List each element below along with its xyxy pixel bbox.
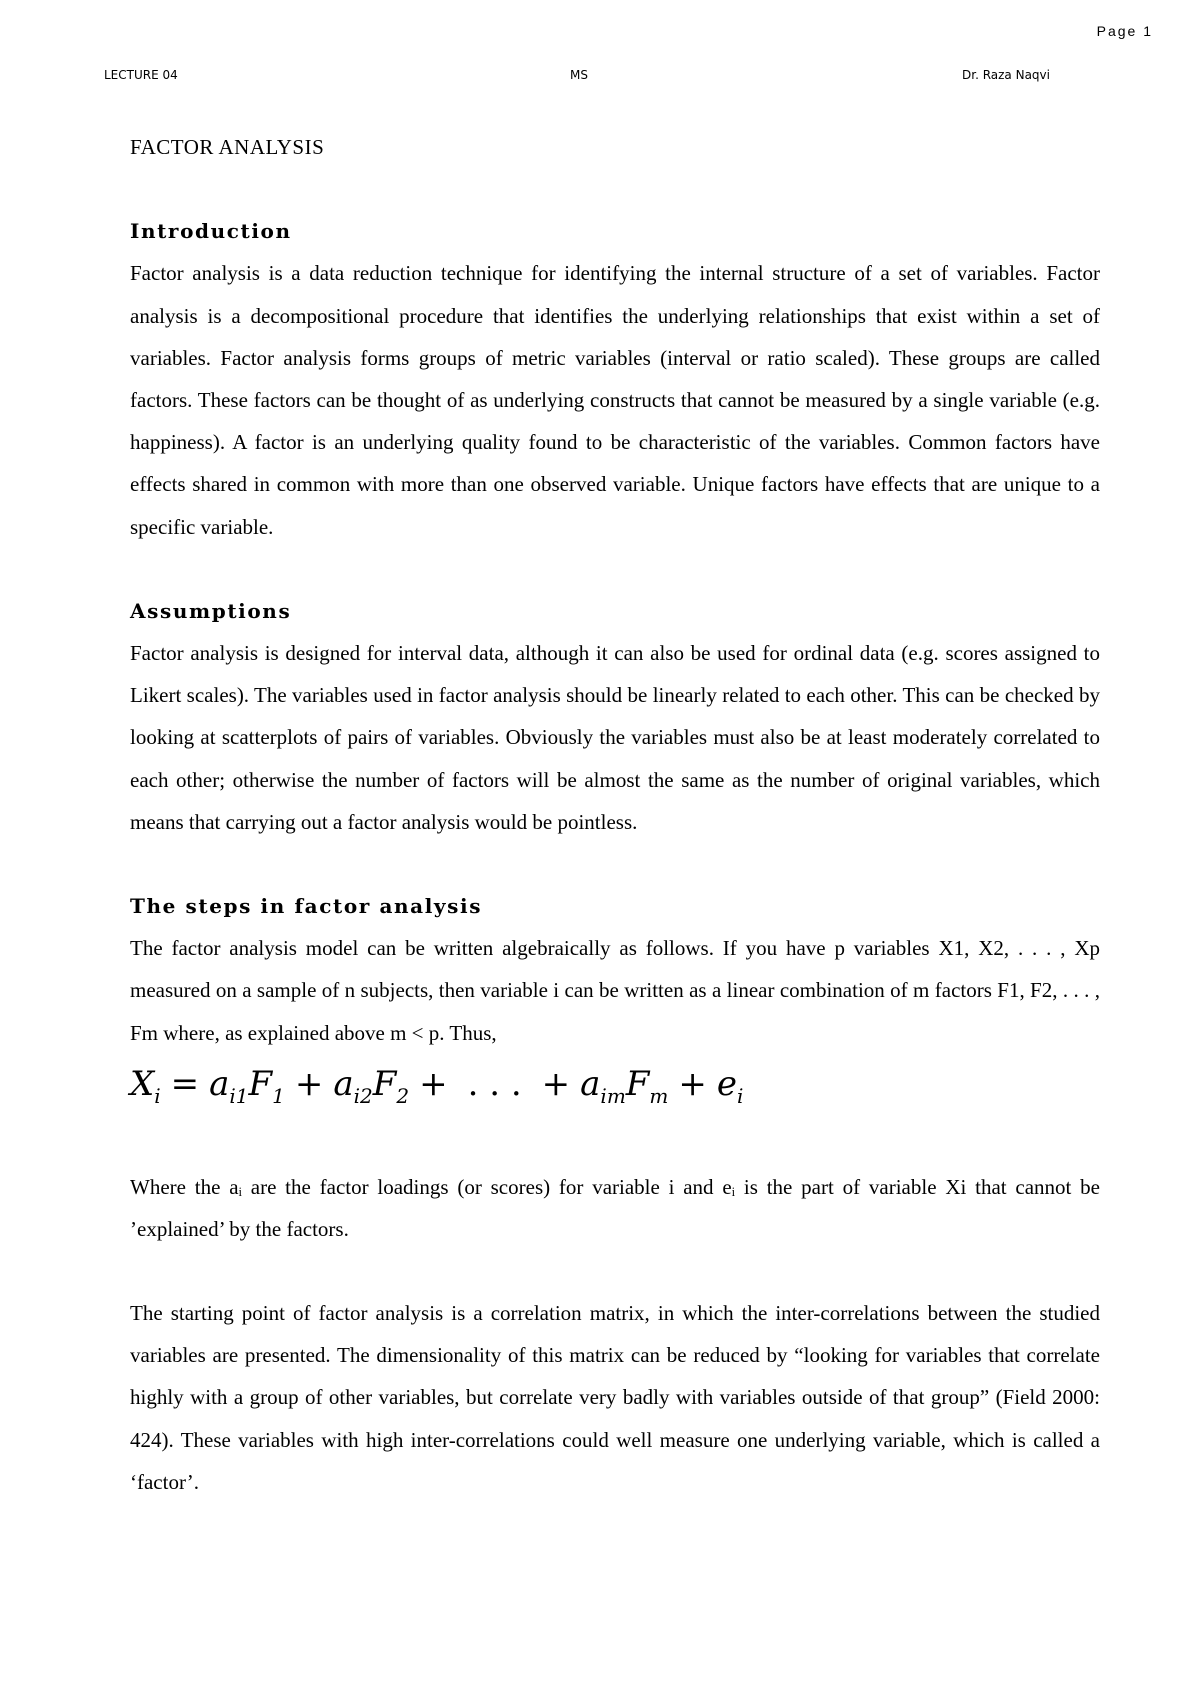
assumptions-paragraph: Factor analysis is designed for interval data, although it can also be used for ordinal data (e.g. scores assigned to Likert scales). The variables used in factor analysis should be linearly related to each other. This can be checked by looking at scatterplots of pairs of variables. Obviously the variables must also be at least moderately correlated to each other; otherwise the number of factors will be almost the same as the number of original variables, which means that carrying out a factor analysis would be pointless. (130, 641, 1100, 834)
formula-plus-2: + (419, 1063, 448, 1104)
formula-term2-f-sub: 2 (396, 1083, 410, 1108)
formula-equals: = (170, 1063, 200, 1104)
formula-term2-f: F (372, 1063, 397, 1104)
formula-error-term: e (716, 1063, 737, 1104)
formula-plus-4: + (678, 1063, 707, 1104)
steps-section (130, 885, 1100, 1503)
factor-model-formula (130, 1058, 1100, 1122)
formula-explanation-paragraph: Where the aᵢ are the factor loadings (or scores) for variable i and eᵢ is the part of variable Xi that cannot be ’explained’ by the factors. (130, 1174, 1100, 1241)
formula-error-term-sub: i (736, 1083, 744, 1108)
introduction-paragraph: Factor analysis is a data reduction technique for identifying the internal structure of a set of variables. Factor analysis is a decompositional procedure that identifies the underlying relationships that exist within a set of variables. Factor analysis forms groups of metric variables (interval or ratio scaled). These groups are called factors. These factors can be thought of as underlying constructs that cannot be measured by a single variable (e.g. happiness). A factor is an underlying quality found to be characteristic of the variables. Common factors have effects shared in common with more than one observed variable. Unique factors have effects that are unique to a specific variable. (130, 261, 1100, 539)
correlation-matrix-paragraph: The starting point of factor analysis is a correlation matrix, in which the inter-correlations between the studied variables are presented. The dimensionality of this matrix can be reduced by “looking for variables that correlate highly with a group of other variables, but correlate very badly with variables outside of that group” (Field 2000: 424). These variables with high inter-correlations could well measure one underlying variable, which is called a ‘factor’. (130, 1301, 1100, 1494)
formula-lhs: X (130, 1063, 155, 1104)
page-number: Page 1 (1096, 23, 1153, 39)
header-author-label: Dr. Raza Naqvi (962, 68, 1050, 82)
steps-heading: The steps in factor analysis (130, 894, 483, 919)
assumptions-section (130, 590, 1100, 843)
formula-term3-f-sub: m (649, 1083, 669, 1108)
formula-term3-f: F (625, 1063, 650, 1104)
document-title: FACTOR ANALYSIS (130, 135, 325, 159)
formula-term2-a: a (333, 1063, 354, 1104)
introduction-section (130, 210, 1100, 548)
formula-term3-a-sub: im (600, 1083, 626, 1108)
formula-term1-a: a (209, 1063, 230, 1104)
formula-term2-a-sub: i2 (353, 1083, 373, 1108)
formula-plus-1: + (294, 1063, 324, 1104)
formula-term1-f: F (248, 1063, 273, 1104)
running-header (104, 68, 1054, 88)
formula-term1-f-sub: 1 (272, 1083, 285, 1108)
formula-lhs-sub: i (154, 1083, 161, 1108)
formula-ellipsis: . . . (467, 1063, 522, 1104)
formula-term1-a-sub: i1 (229, 1083, 249, 1108)
formula-term3-a: a (580, 1063, 601, 1104)
header-course-label: MS (570, 68, 588, 82)
steps-intro-paragraph: The factor analysis model can be written algebraically as follows. If you have p variables X1, X2, . . . , Xp measured on a sample of n subjects, then variable i can be written as a linear combination of m factors F1, F2, . . . , Fm where, as explained above m < p. Thus, (130, 936, 1100, 1045)
introduction-heading: Introduction (130, 219, 292, 244)
formula-plus-3: + (541, 1063, 571, 1104)
document-body (130, 126, 1100, 1503)
header-lecture-label: LECTURE 04 (104, 68, 178, 82)
assumptions-heading: Assumptions (130, 598, 292, 623)
